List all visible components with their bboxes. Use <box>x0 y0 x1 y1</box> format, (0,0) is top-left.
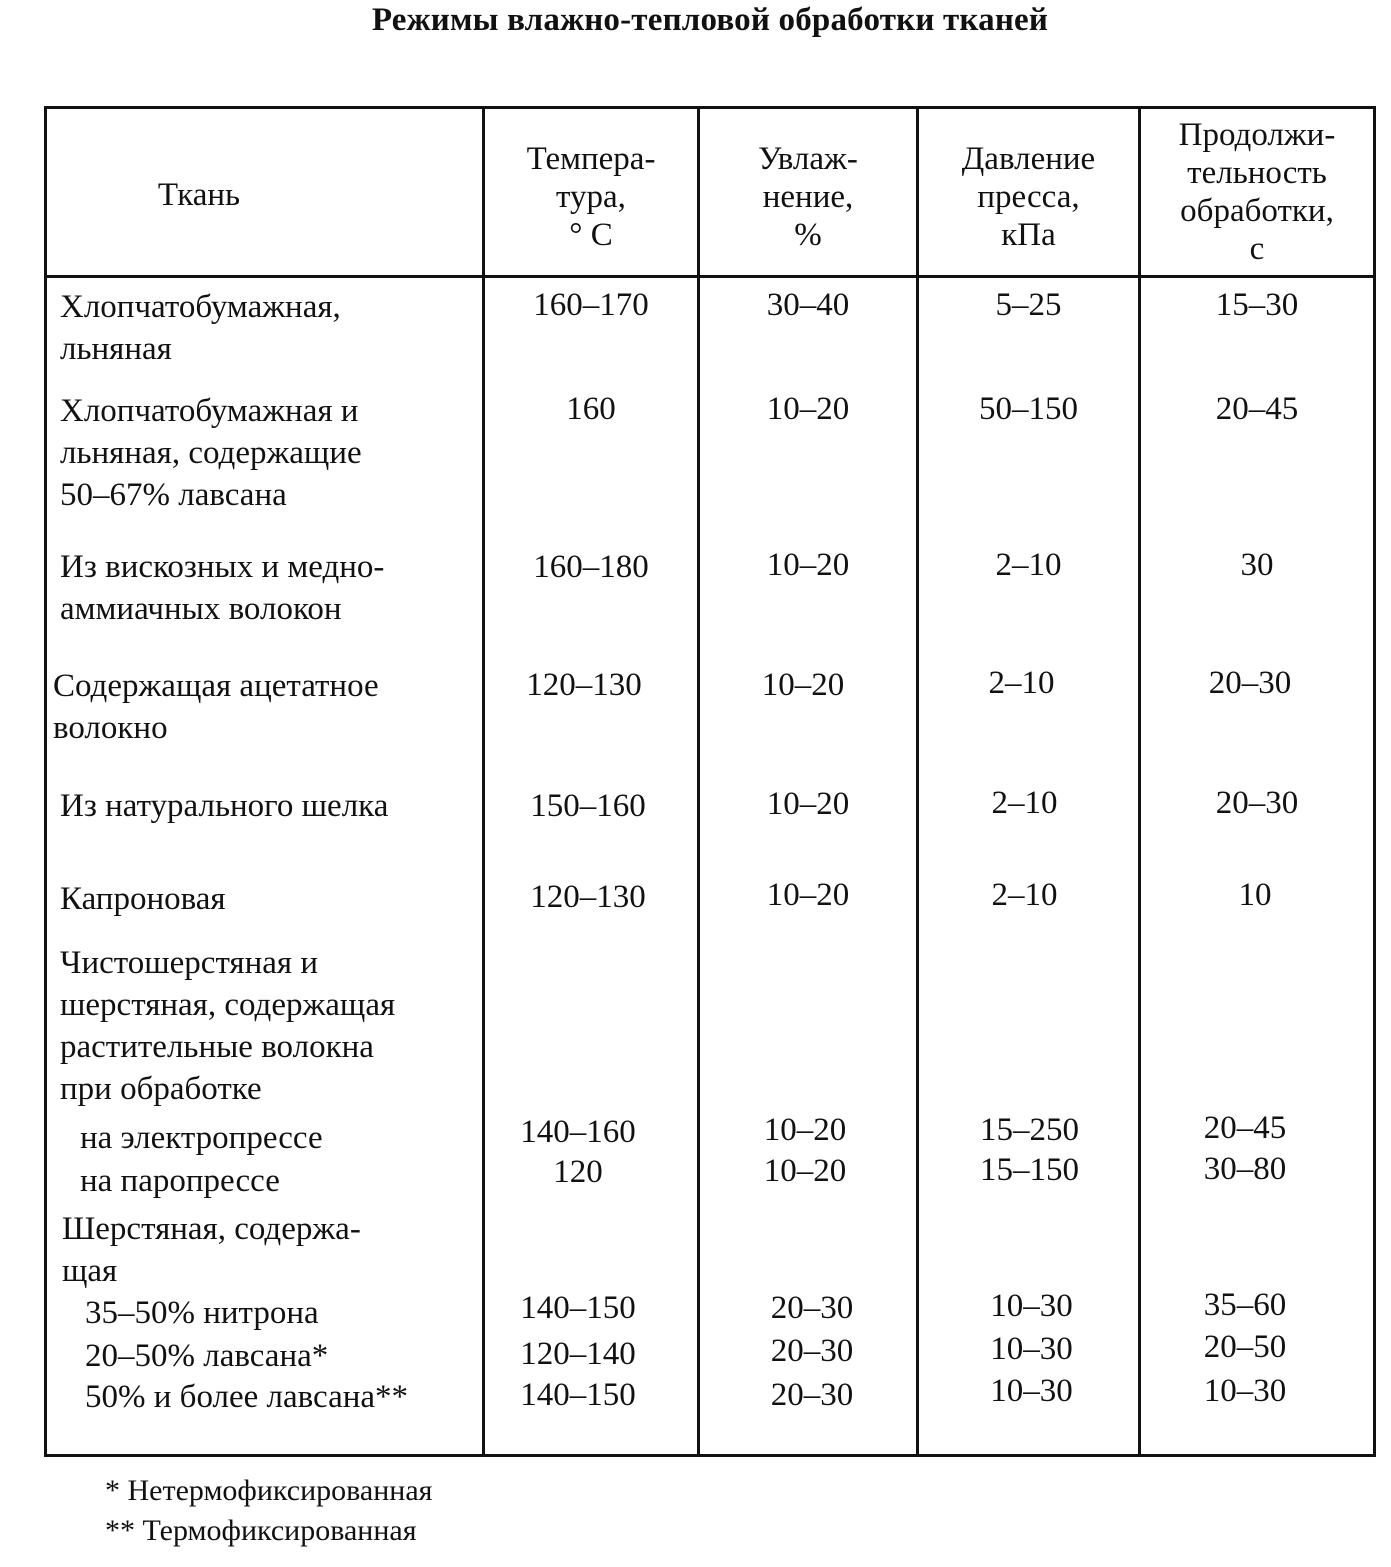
row-pressure: 2–10 <box>991 877 1058 913</box>
row-duration: 30–80 <box>1203 1151 1287 1187</box>
header-fabric: Ткань <box>157 177 241 213</box>
row-fabric-name: на паропрессе <box>80 1163 280 1199</box>
row-fabric-name: Из вискозных и медно- аммиачных волокон <box>60 549 385 627</box>
row-fabric-name: 20–50% лавсана* <box>85 1338 329 1374</box>
row-fabric-name: Хлопчатобумажная и льняная, содержащие 50–67% лавсана <box>60 393 362 513</box>
row-temperature: 120–140 <box>520 1336 636 1372</box>
header-pressure: Давление пресса, кПа <box>961 141 1096 253</box>
row-moisture: 10–20 <box>763 1112 847 1148</box>
row-group-heading: Чистошерстяная и шерстяная, содержащая растительные волокна при обработке <box>60 945 396 1107</box>
row-fabric-name: Содержащая ацетатное волокно <box>53 668 379 746</box>
row-group-heading: Шерстяная, содержа- щая <box>62 1211 361 1289</box>
row-pressure: 10–30 <box>990 1288 1073 1324</box>
row-moisture: 20–30 <box>770 1290 854 1326</box>
row-duration: 30 <box>1240 547 1274 583</box>
row-duration: 15–30 <box>1215 287 1299 323</box>
header-duration: Продолжи- тельность обработки, с <box>1178 117 1336 267</box>
row-moisture: 10–20 <box>766 391 850 427</box>
row-temperature: 140–160 <box>520 1114 636 1150</box>
row-temperature: 160–170 <box>533 287 649 323</box>
row-pressure: 50–150 <box>979 391 1078 427</box>
row-temperature: 120–130 <box>526 667 642 703</box>
row-duration: 35–60 <box>1203 1287 1287 1323</box>
row-moisture: 10–20 <box>766 877 850 913</box>
row-temperature: 120 <box>553 1154 603 1190</box>
row-temperature: 140–150 <box>520 1377 636 1413</box>
row-fabric-name: 50% и более лавсана** <box>85 1379 409 1415</box>
row-temperature: 160–180 <box>533 549 649 585</box>
row-temperature: 140–150 <box>520 1290 636 1326</box>
page-title: Режимы влажно-тепловой обработки тканей <box>371 2 1049 38</box>
row-fabric-name: Капроновая <box>60 881 226 917</box>
row-moisture: 10–20 <box>761 667 845 703</box>
footnote: * Нетермофиксированная <box>105 1474 433 1507</box>
row-duration: 10–30 <box>1203 1373 1287 1409</box>
row-duration: 10 <box>1238 877 1272 913</box>
header-divider <box>44 275 1376 278</box>
row-temperature: 160 <box>566 391 616 427</box>
row-moisture: 20–30 <box>770 1377 854 1413</box>
row-pressure: 2–10 <box>988 665 1055 701</box>
row-duration: 20–50 <box>1203 1329 1287 1365</box>
row-pressure: 2–10 <box>995 547 1062 583</box>
row-moisture: 20–30 <box>770 1333 854 1369</box>
row-pressure: 15–250 <box>980 1112 1079 1148</box>
footnote: ** Термофиксированная <box>105 1514 417 1547</box>
row-fabric-name: Из натурального шелка <box>60 788 389 824</box>
row-pressure: 10–30 <box>990 1373 1073 1409</box>
row-moisture: 30–40 <box>766 287 850 323</box>
row-duration: 20–45 <box>1203 1110 1287 1146</box>
row-fabric-name: Хлопчатобумажная, льняная <box>60 289 341 367</box>
row-fabric-name: 35–50% нитрона <box>85 1295 319 1331</box>
row-moisture: 10–20 <box>766 786 850 822</box>
row-duration: 20–45 <box>1215 391 1299 427</box>
row-pressure: 5–25 <box>995 287 1062 323</box>
header-moisture: Увлаж- нение, % <box>758 141 858 253</box>
row-moisture: 10–20 <box>763 1153 847 1189</box>
row-duration: 20–30 <box>1215 785 1299 821</box>
row-pressure: 15–150 <box>980 1152 1079 1188</box>
row-duration: 20–30 <box>1208 665 1292 701</box>
row-pressure: 10–30 <box>990 1331 1073 1367</box>
row-moisture: 10–20 <box>766 547 850 583</box>
row-fabric-name: на электропрессе <box>80 1120 323 1156</box>
row-temperature: 120–130 <box>530 879 646 915</box>
row-temperature: 150–160 <box>530 788 646 824</box>
header-temperature: Темпера- тура, ° С <box>526 141 656 253</box>
row-pressure: 2–10 <box>991 785 1058 821</box>
